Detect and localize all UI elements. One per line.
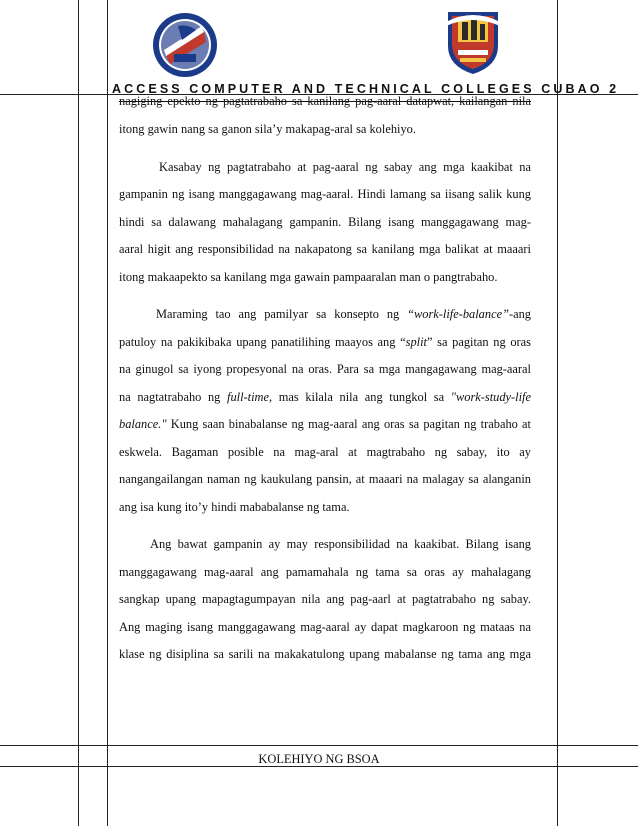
- paragraph-3-text: na nagtatrabaho ng: [119, 389, 228, 404]
- paragraph-2-line-3: hindi sa dalawang mahalagang gampanin. Bilang isang manggagawang mag-: [119, 214, 531, 229]
- work-study-life-term: "work-study-life: [450, 389, 531, 404]
- paragraph-3-line-8: ang isa kung ito’y hindi mababalanse ng tama.: [119, 499, 350, 514]
- paragraph-4-line-3: sangkap upang mapagtagumpayan nila ang pag-aarl at pagtatrabaho ng sabay.: [119, 592, 531, 606]
- balance-term: balance.": [119, 417, 167, 431]
- paragraph-3-line-4: [119, 384, 531, 412]
- paragraph-4-line-5: klase ng disiplina sa sarili na makakatulong upang mabalanse ng tama ang mga: [119, 647, 531, 661]
- margin-line-left-inner: [107, 0, 108, 826]
- work-life-balance-term: “work-life-balance”: [407, 307, 509, 321]
- paragraph-3-line-3: na ginugol sa iyong propesyonal na oras. Para sa mga mangagawang mag-aaral: [119, 362, 531, 376]
- paragraph-3-line-5: [119, 411, 531, 439]
- header-title: ACCESS COMPUTER AND TECHNICAL COLLEGES CUBAO 2: [112, 82, 620, 96]
- paragraph-1-line-2: itong gawin nang sa ganon sila’y makapag-aral sa kolehiyo.: [119, 122, 416, 136]
- margin-line-right: [557, 0, 558, 826]
- paragraph-3-text: ” sa pagitan ng oras: [426, 334, 531, 349]
- paragraph-3-line-7: nangangailangan naman ng kaukulang pansin, at maaari na malagay sa alanganin: [119, 472, 531, 486]
- paragraph-3-line-1: [119, 301, 531, 329]
- paragraph-2-line-5: itong makaapekto sa kanilang mga gawain pampaaralan man o pangtrabaho.: [119, 269, 498, 284]
- paragraph-3-text: patuloy na pakikibaka upang panatilihing maayos ang “: [119, 334, 406, 349]
- margin-line-left-outer: [78, 0, 79, 826]
- paragraph-2-line-2: gampanin ng isang manggagawang mag-aaral. Hindi lamang sa iisang salik kung: [119, 187, 531, 201]
- paragraph-4-line-2: manggagawang mag-aaral ang pamamahala ng tama sa oras ay mahalagang: [119, 564, 531, 579]
- paragraph-4-line-1: Ang bawat gampanin ay may responsibilidad na kaakibat. Bilang isang: [150, 537, 531, 551]
- right-college-crest-icon: [444, 8, 502, 76]
- paragraph-1-line-1: nagiging epekto ng pagtatrabaho sa kanilang pag-aaral datapwat, kailangan nila: [119, 94, 531, 108]
- paragraph-3-text: Kung saan binabalanse ng mag-aaral ang oras sa pagitan ng trabaho at: [166, 417, 531, 431]
- paragraph-3-line-6: eskwela. Bagaman posible na mag-aral at magtrabaho ng sabay, ito ay: [119, 444, 531, 459]
- paragraph-2-line-4: aaral higit ang responsibilidad na nakapatong sa kanilang mga balikat at maaari: [119, 242, 531, 256]
- paragraph-3-line-2: [119, 329, 531, 357]
- full-time-term: full-time: [227, 389, 269, 404]
- left-school-seal-icon: [152, 12, 218, 78]
- split-term: split: [405, 334, 427, 349]
- paragraph-2-line-1: Kasabay ng pagtatrabaho at pag-aaral ng sabay ang mga kaakibat na: [159, 159, 531, 174]
- footer-text: KOLEHIYO NG BSOA: [258, 752, 380, 766]
- paragraph-3-text: , mas kilala nila ang tungkol sa: [269, 389, 451, 404]
- paragraph-4-line-4: Ang maging isang manggagawang mag-aaral ay dapat magkaroon ng mataas na: [119, 619, 531, 634]
- paragraph-3-text: -ang: [508, 307, 531, 321]
- footer-rule: [0, 745, 638, 746]
- body-text: [119, 94, 531, 669]
- paragraph-3-text: Maraming tao ang pamilyar sa konsepto ng: [156, 307, 408, 321]
